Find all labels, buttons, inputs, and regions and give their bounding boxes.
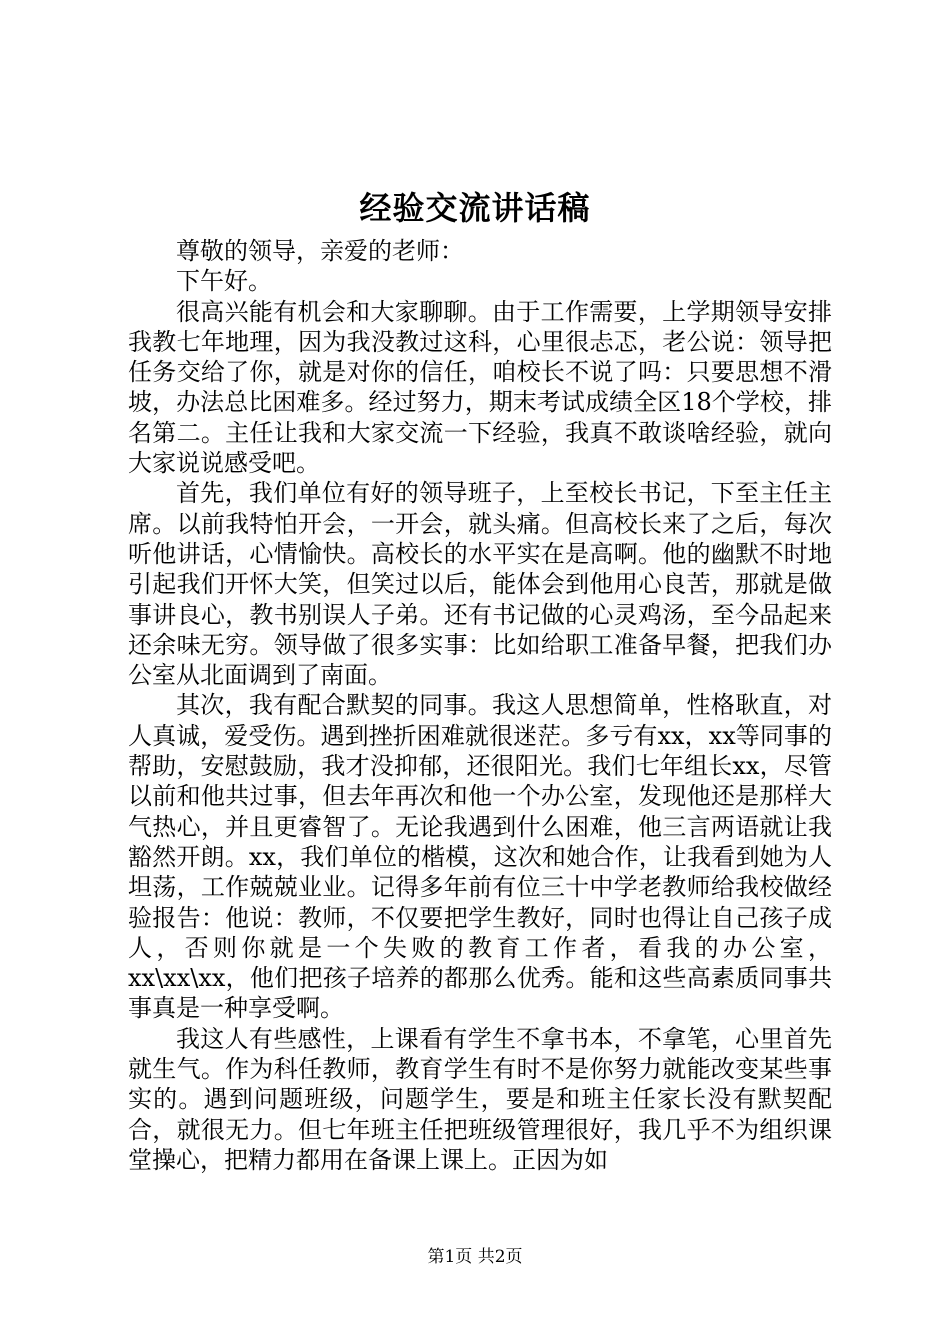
- paragraph-leadership: 首先，我们单位有好的领导班子，上至校长书记，下至主任主席。以前我特怕开会，一开会，就头痛。但高校长来了之后，每次听他讲话，心情愉快。高校长的水平实在是高啊。他的幽默不时地引起我们开怀大笑，但笑过以后，能体会到他用心良苦，那就是做事讲良心，教书别误人子弟。还有书记做的心灵鸡汤，至今品起来还余味无穷。领导做了很多实事：比如给职工准备早餐，把我们办公室从北面调到了南面。: [128, 479, 832, 690]
- paragraph-classroom: 我这人有些感性，上课看有学生不拿书本，不拿笔，心里首先就生气。作为科任教师，教育学生有时不是你努力就能改变某些事实的。遇到问题班级，问题学生，要是和班主任家长没有默契配合，就很无力。但七年班主任把班级管理很好，我几乎不为组织课堂操心，把精力都用在备课上课上。正因为如: [128, 1024, 832, 1174]
- paragraph-intro: 很高兴能有机会和大家聊聊。由于工作需要，上学期领导安排我教七年地理，因为我没教过这科，心里很忐忑，老公说：领导把任务交给了你，就是对你的信任，咱校长不说了吗：只要思想不滑坡，办法总比困难多。经过努力，期末考试成绩全区18个学校，排名第二。主任让我和大家交流一下经验，我真不敢谈啥经验，就向大家说说感受吧。: [128, 297, 832, 478]
- document-title: 经验交流讲话稿: [359, 189, 591, 227]
- page-footer: 第1页 共2页: [427, 1247, 523, 1267]
- salutation: 尊敬的领导，亲爱的老师：: [176, 237, 464, 265]
- greeting: 下午好。: [176, 267, 272, 296]
- document-body: [128, 236, 832, 1175]
- paragraph-colleagues: 其次，我有配合默契的同事。我这人思想简单，性格耿直，对人真诚，爱受伤。遇到挫折困难就很迷茫。多亏有xx，xx等同事的帮助，安慰鼓励，我才没抑郁，还很阳光。我们七年组长xx，尽管以前和他共过事，但去年再次和他一个办公室，发现他还是那样大气热心，并且更睿智了。无论我遇到什么困难，他三言两语就让我豁然开朗。xx，我们单位的楷模，这次和她合作，让我看到她为人坦荡，工作兢兢业业。记得多年前有位三十中学老教师给我校做经验报告：他说：教师，不仅要把学生教好，同时也得让自己孩子成人，否则你就是一个失败的教育工作者，看我的办公室，xx\xx\xx，他们把孩子培养的都那么优秀。能和这些高素质同事共事真是一种享受啊。: [128, 691, 832, 1023]
